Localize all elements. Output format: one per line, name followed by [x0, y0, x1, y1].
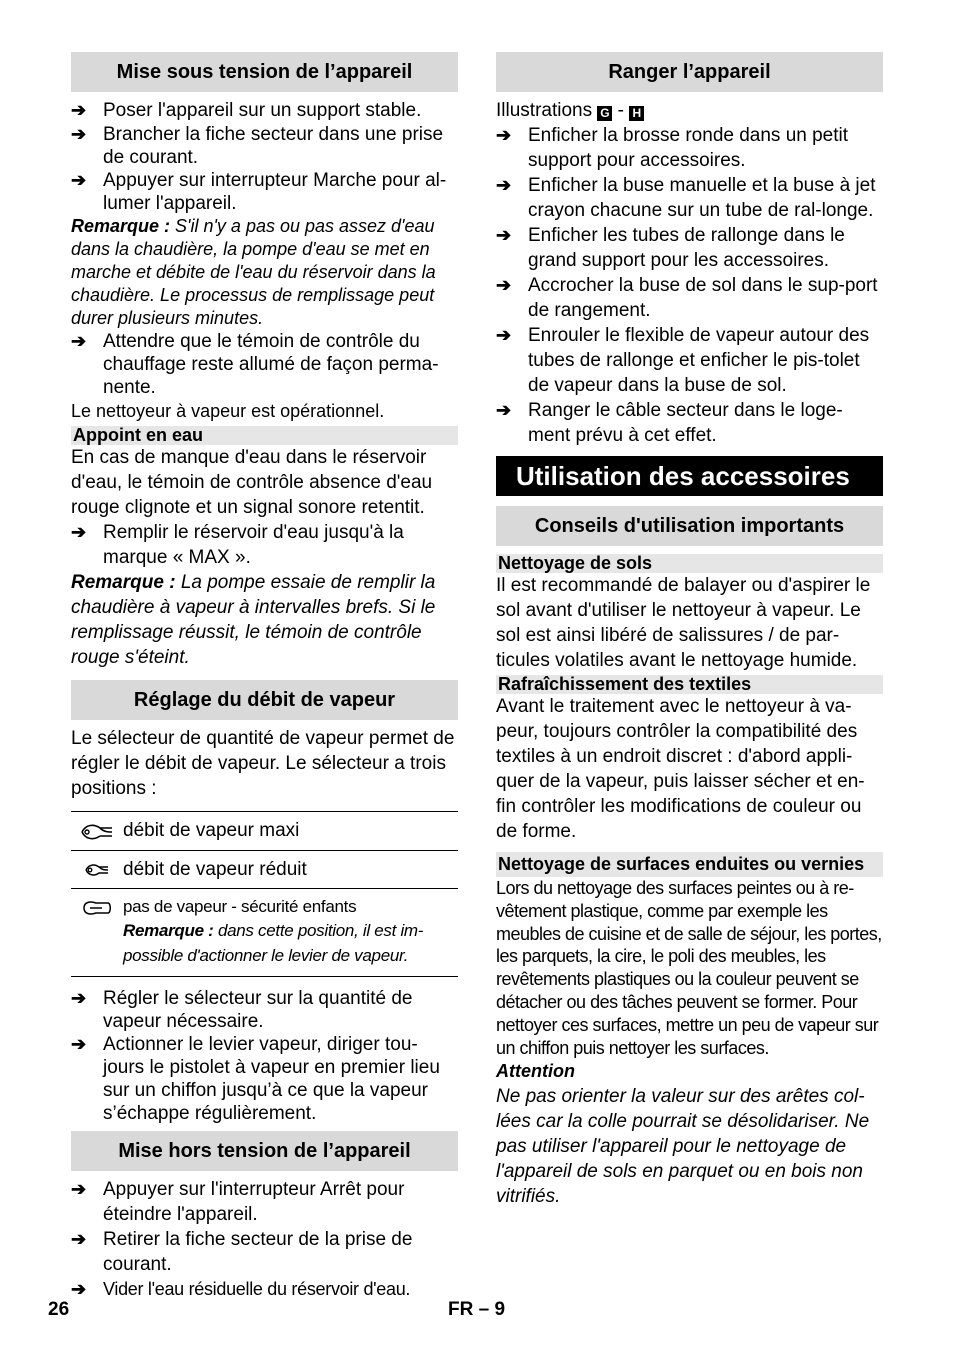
steam-positions-table — [71, 811, 458, 977]
figure-label: H — [629, 106, 644, 121]
table-row: pas de vapeur - sécurité enfants Remarque : dans cette position, il est im-possible d'actionner le levier de vapeur. — [71, 889, 458, 977]
body-paragraph: Il est recommandé de balayer ou d'aspirer le sol avant d'utiliser le nettoyeur à vapeur. Le sol est ainsi libéré de salissures / de par-ticules volatiles avant le nettoyage humide. — [496, 575, 871, 671]
instruction-step: ➔ Appuyer sur interrupteur Marche pour al-lumer l'appareil. — [71, 170, 447, 214]
illustrations-reference: Illustrations G - H — [496, 98, 883, 123]
instruction-step: ➔ Poser l'appareil sur un support stable. — [71, 100, 422, 121]
instruction-step: ➔ Attendre que le témoin de contrôle du chauffage reste allumé de façon perma-nente. — [71, 331, 439, 398]
arrow-right-icon: ➔ — [496, 400, 512, 420]
body-paragraph: Le sélecteur de quantité de vapeur permet de régler le débit de vapeur. Le sélecteur a trois positions : — [71, 728, 455, 799]
attention-label: Attention — [496, 1061, 575, 1082]
body-paragraph: Lors du nettoyage des surfaces peintes ou à re-vêtement plastique, comme par exemple les meubles de cuisine et de salle de séjour, les portes, les parquets, la cire, le poli des meubles, les revêtements plastiques ou la couleur peuvent se détacher ou des tâches peuvent se former. Pour nettoyer ces surfaces, mettre un peu de vapeur sur un chiffon puis nettoyer les surfaces. — [496, 878, 882, 1058]
instruction-step: ➔ Actionner le levier vapeur, diriger tou-jours le pistolet à vapeur en premier lieu sur un chiffon jusqu’à ce que la vapeur s’échappe régulièrement. — [71, 1034, 440, 1124]
subheading-coated-surfaces: Nettoyage de surfaces enduites ou vernies — [496, 852, 883, 877]
section-heading-usage-tips: Conseils d'utilisation importants — [496, 506, 883, 546]
left-column — [71, 52, 458, 1302]
instruction-step: ➔ Enficher la brosse ronde dans un petit support pour accessoires. — [496, 125, 849, 171]
instruction-step: ➔ Retirer la fiche secteur de la prise de courant. — [71, 1229, 413, 1275]
chapter-heading-accessories: Utilisation des accessoires — [496, 456, 883, 496]
no-steam-child-lock-icon — [71, 895, 123, 919]
status-text: Le nettoyeur à vapeur est opérationnel. — [71, 401, 385, 421]
instruction-step: ➔ Régler le sélecteur sur la quantité de vapeur nécessaire. — [71, 988, 413, 1032]
subheading-textile-refresh: Rafraîchissement des textiles — [496, 675, 883, 694]
table-row: débit de vapeur réduit — [71, 851, 458, 889]
arrow-right-icon: ➔ — [71, 1034, 87, 1054]
arrow-right-icon: ➔ — [496, 125, 512, 145]
steam-max-icon — [71, 818, 123, 844]
instruction-step: ➔ Ranger le câble secteur dans le loge-ment prévu à cet effet. — [496, 400, 843, 446]
arrow-right-icon: ➔ — [71, 1179, 87, 1199]
arrow-right-icon: ➔ — [496, 275, 512, 295]
instruction-step: ➔ Brancher la fiche secteur dans une prise de courant. — [71, 124, 444, 168]
arrow-right-icon: ➔ — [71, 124, 87, 144]
note-paragraph: Remarque : S'il n'y a pas ou pas assez d'eau dans la chaudière, la pompe d'eau se met en marche et débite de l'eau du réservoir dans la chaudière. Le processus de remplissage peut durer plusieurs minutes. — [71, 216, 436, 328]
arrow-right-icon: ➔ — [71, 100, 87, 120]
table-row: débit de vapeur maxi — [71, 812, 458, 851]
body-paragraph: En cas de manque d'eau dans le réservoir d'eau, le témoin de contrôle absence d'eau rouge clignote et un signal sonore retentit. — [71, 447, 433, 518]
section-footer: FR – 9 — [448, 1299, 506, 1320]
arrow-right-icon: ➔ — [496, 175, 512, 195]
instruction-step: ➔ Vider l'eau résiduelle du réservoir d'eau. — [71, 1277, 458, 1302]
subheading-water-refill: Appoint en eau — [71, 426, 458, 445]
arrow-right-icon: ➔ — [71, 170, 87, 190]
instruction-step: ➔ Appuyer sur l'interrupteur Arrêt pour éteindre l'appareil. — [71, 1179, 405, 1225]
subheading-floor-cleaning: Nettoyage de sols — [496, 554, 883, 573]
section-heading-power-off: Mise hors tension de l’appareil — [71, 1131, 458, 1171]
instruction-step: ➔ Enficher la buse manuelle et la buse à jet crayon chacune sur un tube de ral-longe. — [496, 175, 876, 221]
note-paragraph: Remarque : La pompe essaie de remplir la chaudière à vapeur à intervalles brefs. Si le remplissage réussit, le témoin de contrôle rouge s'éteint. — [71, 572, 436, 668]
instruction-step: ➔ Enficher les tubes de rallonge dans le grand support pour les accessoires. — [496, 225, 845, 271]
right-column — [496, 52, 883, 1209]
section-heading-storage: Ranger l’appareil — [496, 52, 883, 92]
arrow-right-icon: ➔ — [71, 331, 87, 351]
arrow-right-icon: ➔ — [71, 522, 87, 542]
figure-label: G — [597, 106, 612, 121]
arrow-right-icon: ➔ — [496, 225, 512, 245]
arrow-right-icon: ➔ — [496, 325, 512, 345]
instruction-step: ➔ Remplir le réservoir d'eau jusqu'à la marque « MAX ». — [71, 522, 404, 568]
steam-reduced-icon — [71, 857, 123, 881]
arrow-right-icon: ➔ — [71, 1229, 87, 1249]
attention-text: Ne pas orienter la valeur sur des arêtes col-lées car la colle pourrait se désolidariser. Ne pas utiliser l'appareil pour le nettoyage de l'appareil de sols en parquet ou en bois non vitrifiés. — [496, 1086, 870, 1208]
instruction-step: ➔ Accrocher la buse de sol dans le sup-port de rangement. — [496, 275, 878, 321]
section-heading-steam-flow: Réglage du débit de vapeur — [71, 680, 458, 720]
instruction-step: ➔ Enrouler le flexible de vapeur autour des tubes de rallonge et enficher le pis-tolet de vapeur dans la buse de sol. — [496, 325, 870, 396]
arrow-right-icon: ➔ — [71, 1279, 87, 1299]
section-heading-power-on: Mise sous tension de l’appareil — [71, 52, 458, 92]
body-paragraph: Avant le traitement avec le nettoyeur à va-peur, toujours contrôler la compatibilité des textiles à un endroit discret : d'abord appli-quer de la vapeur, puis laisser sécher et en-fin contrôler les modifications de couleur ou de forme. — [496, 696, 865, 842]
arrow-right-icon: ➔ — [71, 988, 87, 1008]
page-number: 26 — [48, 1299, 70, 1320]
